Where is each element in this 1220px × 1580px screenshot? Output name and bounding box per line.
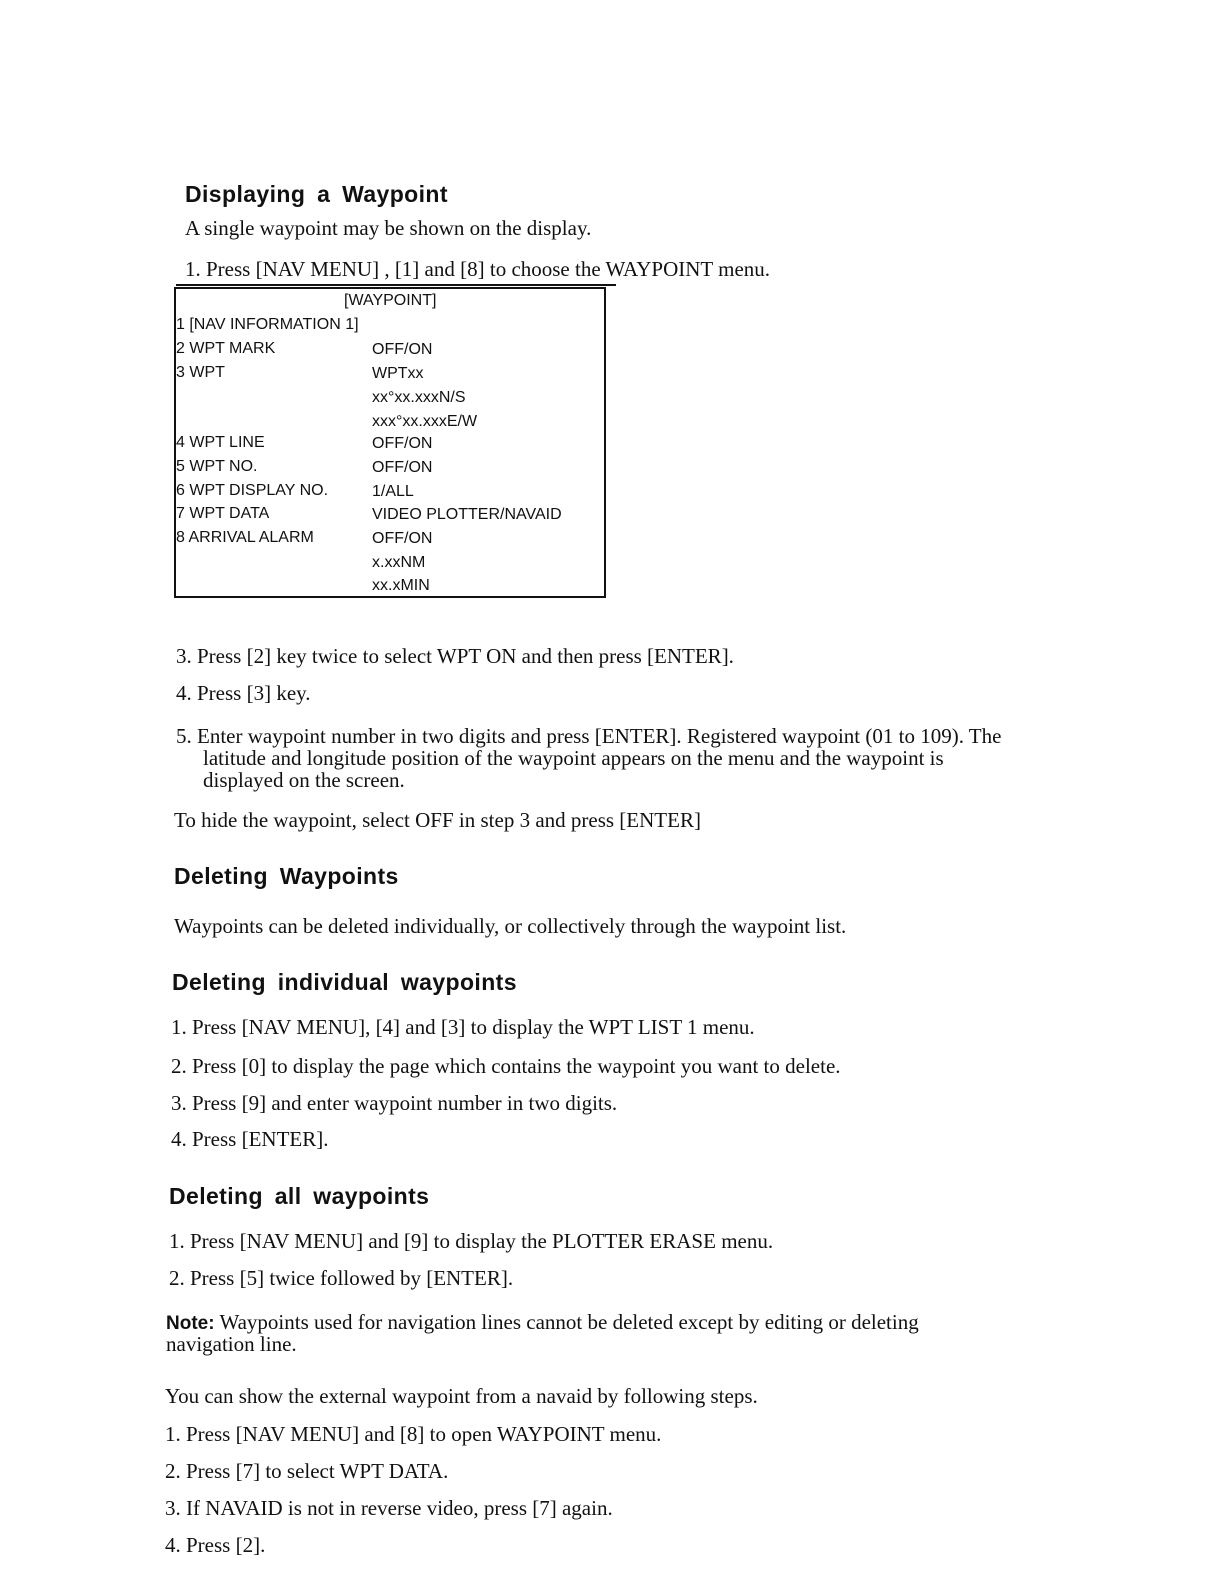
paragraph-external-waypoint: You can show the external waypoint from a navaid by following steps.	[165, 1384, 758, 1408]
menu-row-label: 6 WPT DISPLAY NO.	[176, 482, 329, 499]
step-text-continued: latitude and longitude position of the waypoint appears on the menu and the waypoint is	[203, 746, 944, 770]
step-text: 2. Press [7] to select WPT DATA.	[165, 1459, 449, 1483]
paragraph-intro: A single waypoint may be shown on the display.	[185, 216, 592, 240]
note-text-continued: navigation line.	[166, 1332, 297, 1356]
section-heading-deleting-individual: Deleting individual waypoints	[172, 969, 517, 995]
waypoint-menu-box	[174, 287, 606, 598]
menu-row-value: xx°xx.xxxN/S	[372, 389, 466, 406]
step-text: 4. Press [ENTER].	[171, 1127, 329, 1151]
step-text-continued: displayed on the screen.	[203, 768, 405, 792]
menu-row-value: 1/ALL	[372, 483, 414, 500]
menu-title: [WAYPOINT]	[344, 292, 437, 309]
menu-row-value: xx.xMIN	[372, 577, 430, 594]
menu-row-value: VIDEO PLOTTER/NAVAID	[372, 506, 562, 523]
menu-row-value: OFF/ON	[372, 435, 433, 452]
menu-row-value: OFF/ON	[372, 459, 433, 476]
paragraph-hide-waypoint: To hide the waypoint, select OFF in step 3 and press [ENTER]	[174, 808, 701, 832]
step-text: 4. Press [2].	[165, 1533, 266, 1557]
menu-row-value: OFF/ON	[372, 341, 433, 358]
step-text: 1. Press [NAV MENU] , [1] and [8] to choose the WAYPOINT menu.	[185, 257, 771, 281]
note-label: Note:	[166, 1313, 215, 1334]
paragraph-deleting-intro: Waypoints can be deleted individually, or collectively through the waypoint list.	[174, 914, 847, 938]
section-heading-deleting-all: Deleting all waypoints	[169, 1183, 430, 1209]
note-text: Waypoints used for navigation lines cannot be deleted except by editing or deleting	[219, 1310, 919, 1334]
menu-nav-information: 1 [NAV INFORMATION 1]	[176, 316, 359, 333]
menu-row-value: OFF/ON	[372, 530, 433, 547]
step-text: 1. Press [NAV MENU] and [9] to display the PLOTTER ERASE menu.	[169, 1229, 774, 1253]
menu-row-label: 8 ARRIVAL ALARM	[176, 529, 314, 546]
menu-row-label: 3 WPT	[176, 364, 225, 381]
step-text: 2. Press [5] twice followed by [ENTER].	[169, 1266, 514, 1290]
step-text: 3. Press [2] key twice to select WPT ON and then press [ENTER].	[176, 644, 734, 668]
menu-row-label: 4 WPT LINE	[176, 434, 265, 451]
step-text: 5. Enter waypoint number in two digits and press [ENTER]. Registered waypoint (01 to 109). The	[176, 724, 1002, 748]
step-text: 4. Press [3] key.	[176, 681, 311, 705]
section-heading-deleting-waypoints: Deleting Waypoints	[174, 863, 399, 889]
menu-row-label: 2 WPT MARK	[176, 340, 276, 357]
section-heading-displaying-waypoint: Displaying a Waypoint	[185, 181, 448, 207]
step-text: 2. Press [0] to display the page which contains the waypoint you want to delete.	[171, 1054, 841, 1078]
step-text: 3. If NAVAID is not in reverse video, press [7] again.	[165, 1496, 613, 1520]
menu-row-label: 5 WPT NO.	[176, 458, 258, 475]
step-text: 1. Press [NAV MENU] and [8] to open WAYPOINT menu.	[165, 1422, 662, 1446]
menu-row-value: xxx°xx.xxxE/W	[372, 413, 478, 430]
menu-row-value: WPTxx	[372, 365, 424, 382]
menu-row-label: 7 WPT DATA	[176, 505, 270, 522]
menu-row-value: x.xxNM	[372, 554, 426, 571]
step-text: 3. Press [9] and enter waypoint number in two digits.	[171, 1091, 618, 1115]
step-text: 1. Press [NAV MENU], [4] and [3] to display the WPT LIST 1 menu.	[171, 1015, 755, 1039]
